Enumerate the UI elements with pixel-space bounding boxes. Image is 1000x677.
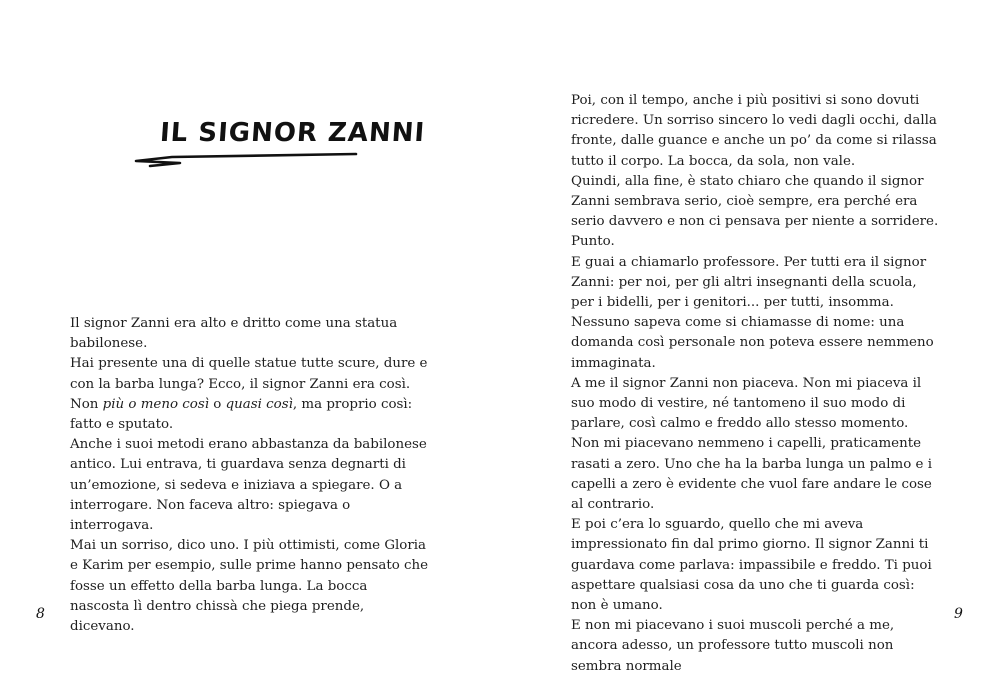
paragraph: E non mi piacevano i suoi muscoli perché a me, ancora adesso, un professore tutto muscoli non sembra normale <box>571 618 895 674</box>
left-body-text <box>70 314 430 637</box>
paragraph: E poi c’era lo sguardo, quello che mi aveva impressionato fin dal primo giorno. Il signor Zanni ti guardava come parlava: impassibile e freddo. Ti puoi aspettare qualsiasi cosa da uno che ti guarda così: non è umano. <box>571 517 932 614</box>
paragraph: A me il signor Zanni non piaceva. Non mi piaceva il suo modo di vestire, né tantomeno il suo modo di parlare, così calmo e freddo allo stesso momento. <box>571 375 922 432</box>
paragraph: Poi, con il tempo, anche i più positivi si sono dovuti ricredere. Un sorriso sincero lo vedi dagli occhi, dalla fronte, dalle guance e anche un po’ da come si rilassa tutto il corpo. La bocca, da sola, non vale. <box>571 93 937 169</box>
paragraph-text: Hai presente una di quelle statue tutte scure, dure e con la barba lunga? Ecco, il signor Zanni era così. Non <box>70 356 428 412</box>
paragraph: Quindi, alla fine, è stato chiaro che quando il signor Zanni sembrava serio, cioè sempre, era perché era serio davvero e non ci pensava per niente a sorridere. Punto. <box>571 173 939 250</box>
italic-phrase: più o meno così <box>102 396 210 412</box>
paragraph-text: o <box>209 396 226 412</box>
paragraph: Il signor Zanni era alto e dritto come una statua babilonese. <box>70 316 398 352</box>
paragraph: E guai a chiamarlo professore. Per tutti era il signor Zanni: per noi, per gli altri insegnanti della scuola, per i bidelli, per i genitori... per tutti, insomma. Nessuno sapeva come si chiamasse di nome: una domanda così personale non poteva essere nemmeno immaginata. <box>571 254 934 371</box>
right-body-text <box>571 91 943 677</box>
paragraph: Anche i suoi metodi erano abbastanza da babilonese antico. Lui entrava, ti guardava senza degnarti di un’emozione, si sedeva e iniziava a spiegare. O a interrogare. Non faceva altro: spiegava o interrogava. <box>70 437 427 534</box>
title-underline-arrow <box>132 150 362 170</box>
paragraph: Mai un sorriso, dico uno. I più ottimisti, come Gloria e Karim per esempio, sulle prime hanno pensato che fosse un effetto della barba lunga. La bocca nascosta lì dentro chissà che piega prende, dicevano. <box>70 538 429 635</box>
page-number: 8 <box>36 606 45 622</box>
paragraph: Non mi piacevano nemmeno i capelli, praticamente rasati a zero. Uno che ha la barba lunga un palmo e i capelli a zero è evidente che vuol fare andare le cose al contrario. <box>571 436 932 513</box>
right-page <box>500 0 1000 674</box>
left-page <box>0 0 500 661</box>
chapter-title: IL SIGNOR ZANNI <box>158 118 427 148</box>
paragraph <box>70 354 430 435</box>
page-number: 9 <box>954 606 963 622</box>
italic-phrase: quasi così <box>225 396 293 412</box>
paragraph-text: , ma proprio così: fatto e sputato. <box>70 396 413 433</box>
